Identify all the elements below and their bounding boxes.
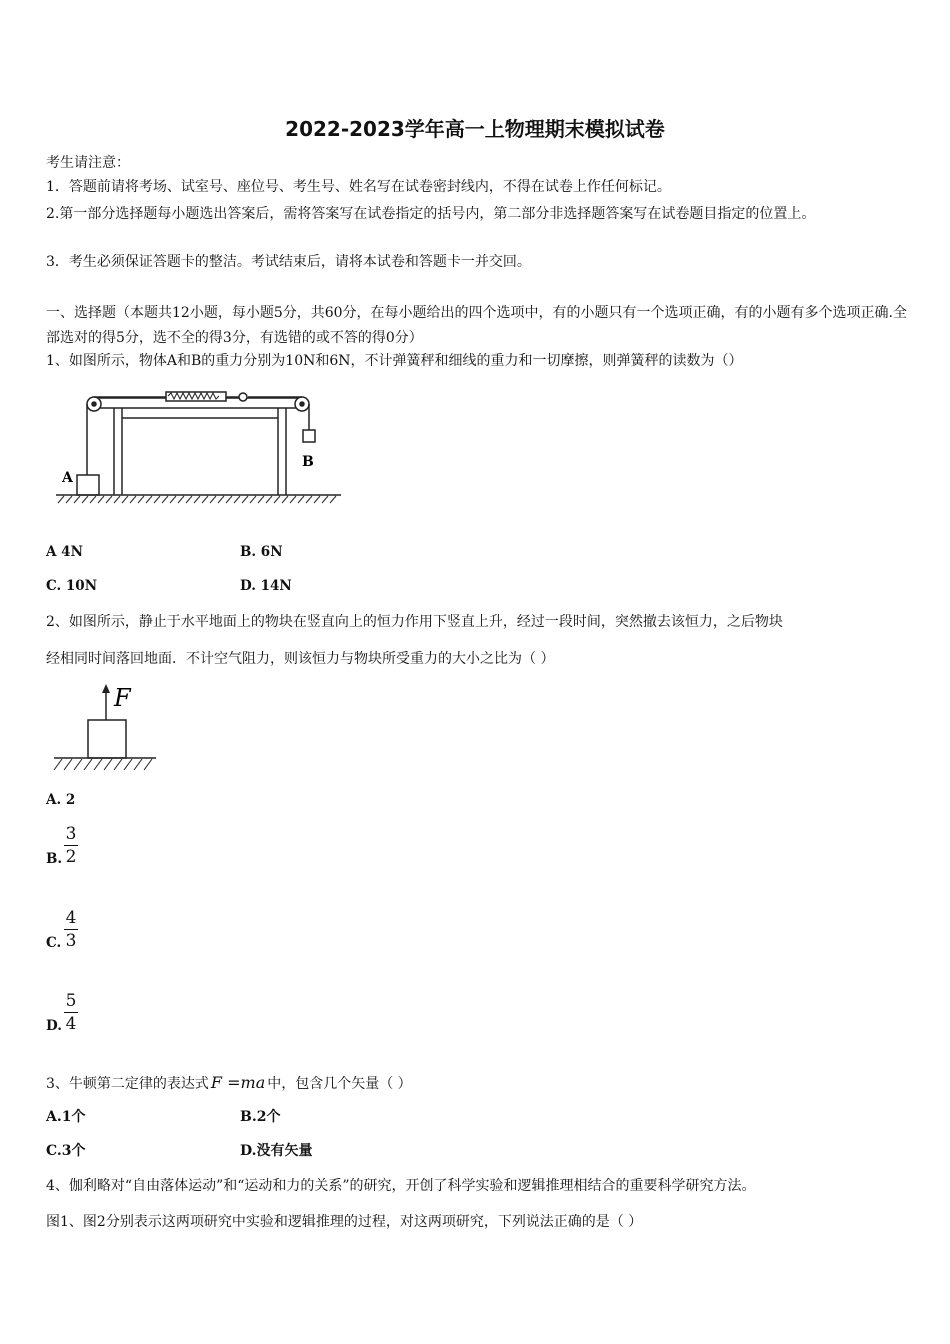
notice-item-2: 2.第一部分选择题每小题选出答案后，需将答案写在试卷指定的括号内，第二部分非选择题答案写在试卷题目指定的位置上。 (46, 206, 816, 222)
q2-option-b-letter[interactable]: B. (46, 851, 63, 867)
q1-label-b: B (302, 454, 314, 470)
q1-stem: 1、如图所示，物体A和B的重力分别为10N和6N，不计弹簧秤和细线的重力和一切摩擦，则弹簧秤的读数为（） (46, 353, 743, 369)
q2-stem-line1: 2、如图所示，静止于水平地面上的物块在竖直向上的恒力作用下竖直上升，经过一段时间，突然撤去该恒力，之后物块 (46, 614, 783, 630)
q3-option-b[interactable]: B.2个 (240, 1109, 281, 1125)
q3-stem-prefix: 3、牛顿第二定律的表达式 (46, 1076, 209, 1092)
q2-option-c-fraction (64, 908, 78, 951)
q2-option-c-den: 3 (65, 931, 77, 951)
page-title: 2022-2023学年高一上物理期末模拟试卷 (285, 117, 665, 141)
q1-option-b[interactable]: B. 6N (240, 544, 283, 560)
q2-option-d-fraction (64, 991, 78, 1034)
q2-option-d-letter[interactable]: D. (46, 1018, 62, 1034)
notice-heading: 考生请注意： (46, 155, 130, 171)
fraction-bar (64, 1012, 78, 1013)
q2-option-b-den: 2 (65, 847, 77, 867)
section-heading: 一、选择题（本题共12小题，每小题5分，共60分，在每小题给出的四个选项中，有的小题只有一个选项正确，有的小题有多个选项正确.全部选对的得5分，选不全的得3分，有选错的或不答的得0分） (46, 305, 907, 346)
q2-option-d-num: 5 (65, 991, 77, 1011)
fraction-bar (64, 845, 78, 846)
q1-option-d[interactable]: D. 14N (240, 578, 292, 594)
notice-item-3: 3．考生必须保证答题卡的整洁。考试结束后，请将本试卷和答题卡一并交回。 (46, 254, 531, 270)
notice-item-1: 1．答题前请将考场、试室号、座位号、考生号、姓名写在试卷密封线内，不得在试卷上作任何标记。 (46, 179, 671, 195)
q4-stem-line2: 图1、图2分别表示这两项研究中实验和逻辑推理的过程，对这两项研究，下列说法正确的是（ ） (46, 1214, 643, 1230)
q2-option-b-num: 3 (65, 824, 77, 844)
q2-figure (50, 682, 160, 774)
q3-option-a[interactable]: A.1个 (46, 1109, 86, 1125)
q3-formula: F =ma (210, 1073, 266, 1092)
q2-label-f: F (114, 684, 131, 712)
q1-figure (56, 388, 346, 510)
q2-option-a[interactable]: A. 2 (46, 792, 76, 808)
q2-option-d-den: 4 (65, 1014, 77, 1034)
fraction-bar (64, 929, 78, 930)
q1-option-c[interactable]: C. 10N (46, 578, 98, 594)
q2-option-b-fraction (64, 824, 78, 867)
q2-option-c-num: 4 (65, 908, 77, 928)
q3-stem-suffix: 中，包含几个矢量（ ） (267, 1076, 412, 1092)
q3-option-c[interactable]: C.3个 (46, 1143, 86, 1159)
q2-stem-line2: 经相同时间落回地面．不计空气阻力，则该恒力与物块所受重力的大小之比为（ ） (46, 651, 555, 667)
q3-stem (46, 1073, 412, 1094)
q4-stem-line1: 4、伽利略对“自由落体运动”和“运动和力的关系”的研究，开创了科学实验和逻辑推理相结合的重要科学研究方法。 (46, 1178, 756, 1194)
q2-option-c-letter[interactable]: C. (46, 935, 62, 951)
q3-option-d[interactable]: D.没有矢量 (240, 1143, 313, 1159)
q1-label-a: A (62, 470, 73, 486)
q1-option-a[interactable]: A 4N (46, 544, 83, 560)
